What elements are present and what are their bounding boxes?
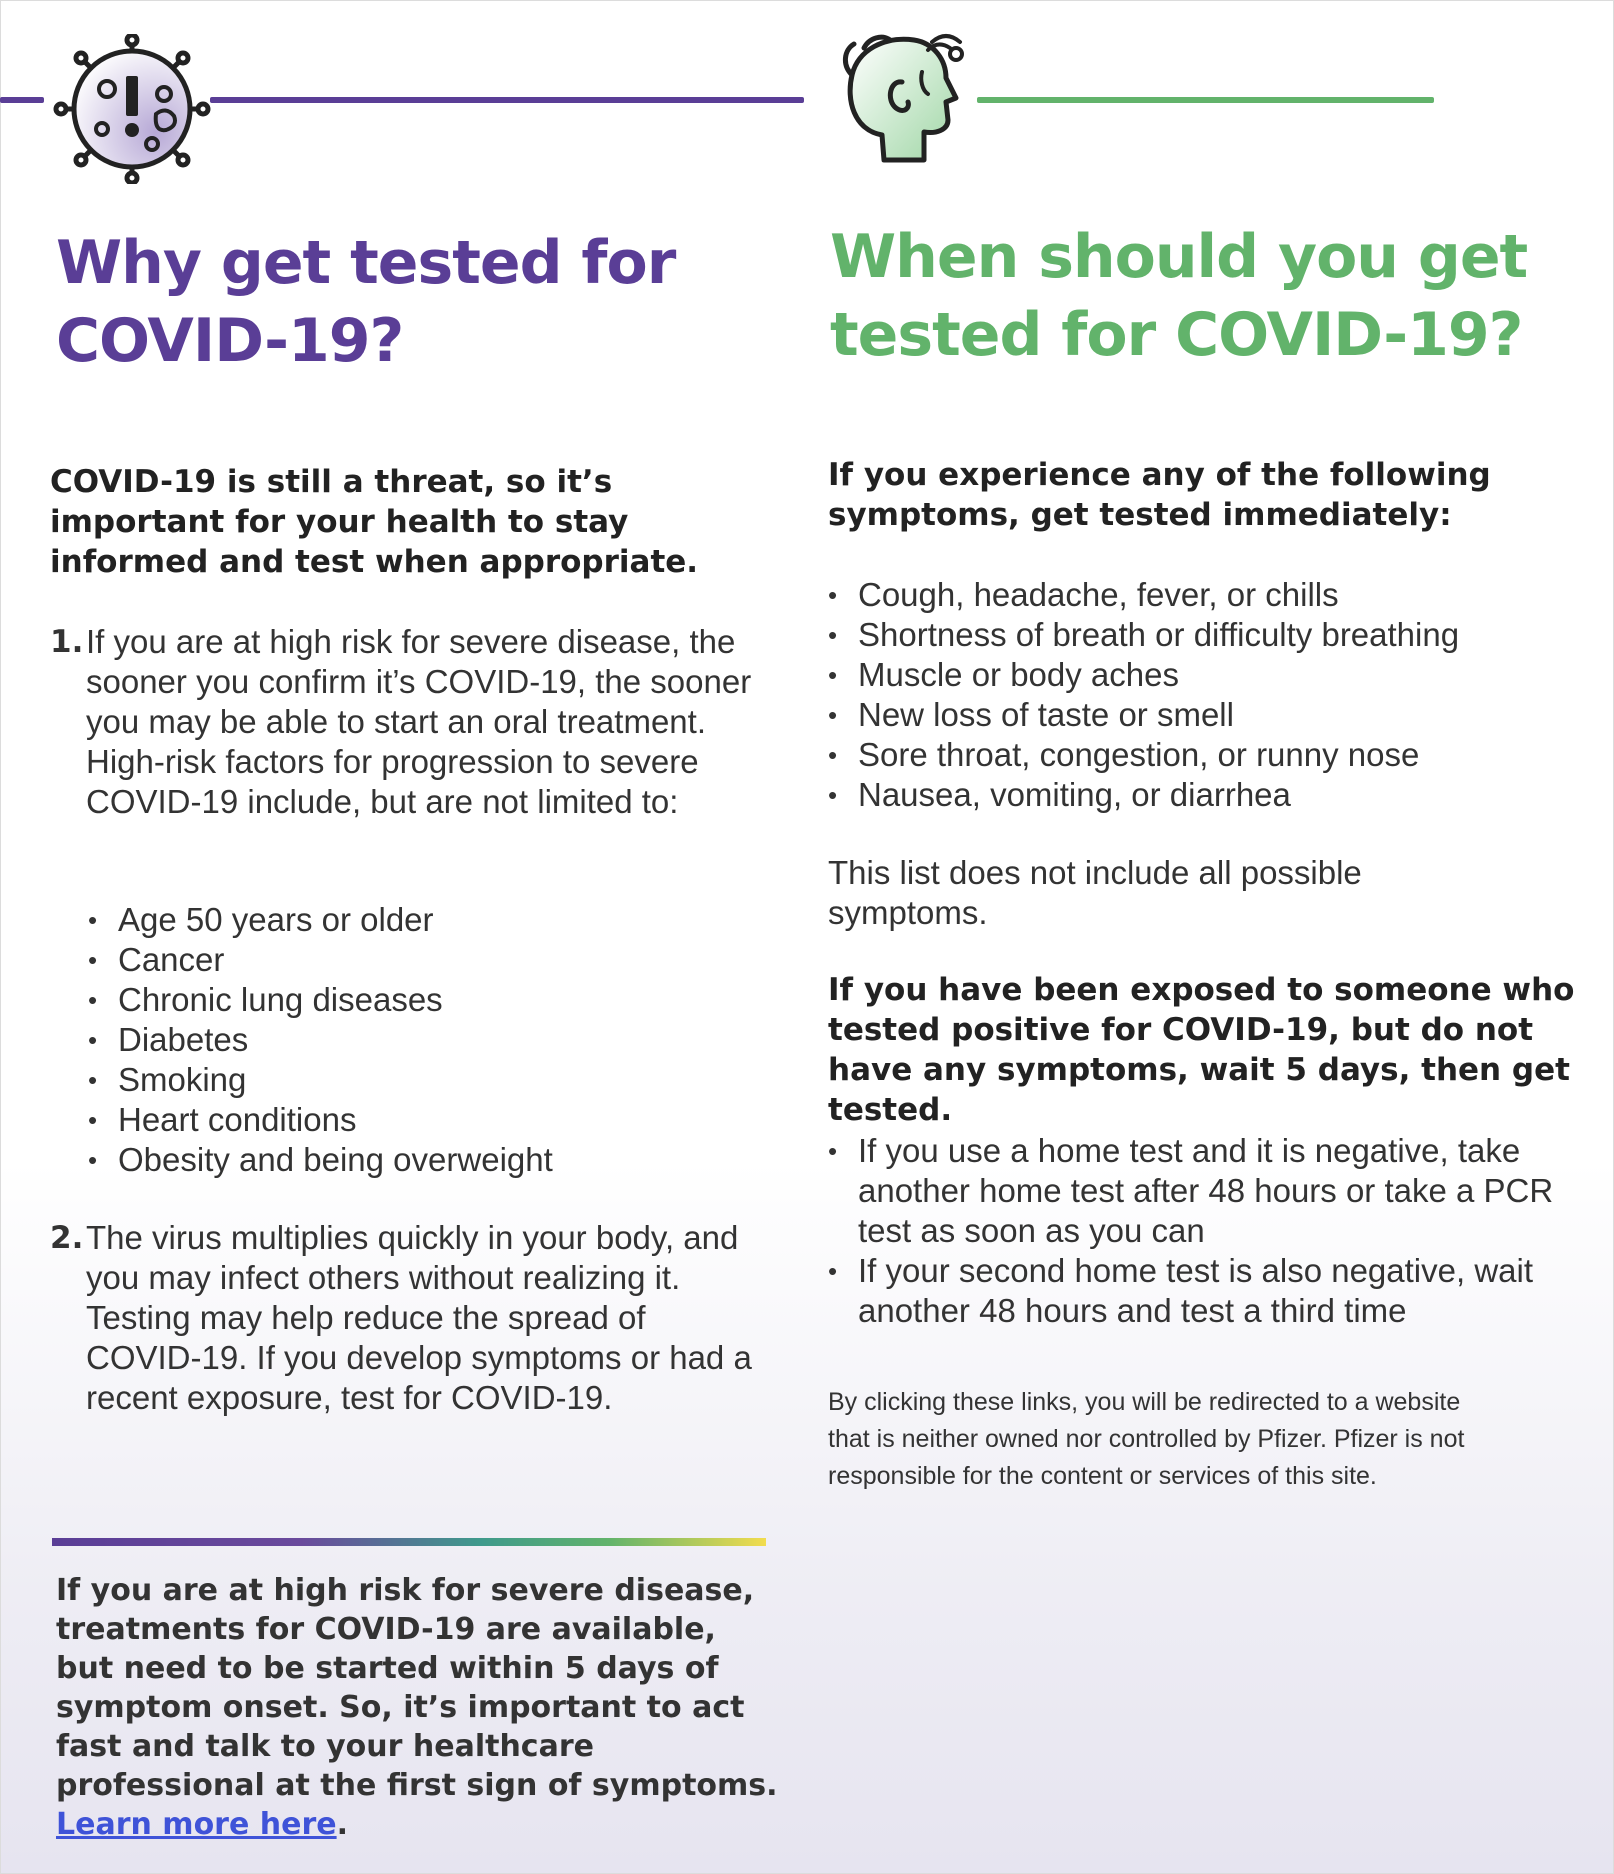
exposure-steps-list — [828, 1131, 1608, 1331]
learn-more-link[interactable]: Learn more here — [56, 1807, 337, 1842]
list-item: • Obesity and being overweight — [88, 1140, 728, 1180]
list-item: • New loss of taste or smell — [828, 695, 1608, 735]
callout-text: If you are at high risk for severe disease, treatments for COVID-19 are available, but need to be started within 5 days of symptom onset. So, it’s important to act fast and talk to your healthcare professional at the first sign of symptoms. — [56, 1573, 778, 1803]
list-item: • Diabetes — [88, 1020, 728, 1060]
reason-item-1 — [50, 622, 770, 822]
list-item: • Sore throat, congestion, or runny nose — [828, 735, 1608, 775]
reason-number: 1. — [50, 624, 84, 660]
why-tested-lead: COVID-19 is still a threat, so it’s important for your health to stay informed and test when appropriate. — [50, 464, 699, 580]
symptoms-lead: If you experience any of the following symptoms, get tested immediately: — [828, 457, 1491, 533]
head-symptom-icon — [824, 20, 974, 170]
header-divider-left — [210, 97, 804, 103]
exposure-lead: If you have been exposed to someone who tested positive for COVID-19, but do not have any symptoms, wait 5 days, then get tested. — [828, 972, 1575, 1128]
list-item: • Heart conditions — [88, 1100, 728, 1140]
list-item: • Muscle or body aches — [828, 655, 1608, 695]
external-link-disclaimer: By clicking these links, you will be redirected to a website that is neither owned nor controlled by Pfizer. Pfizer is not responsible for the content or services of this site. — [828, 1388, 1465, 1490]
symptom-list-note: This list does not include all possible symptoms. — [828, 854, 1362, 931]
risk-factor-list — [88, 900, 728, 1180]
list-item: • Shortness of breath or difficulty breathing — [828, 615, 1608, 655]
treatment-callout — [56, 1571, 778, 1844]
list-item: • If you use a home test and it is negative, take another home test after 48 hours or take a PCR test as soon as you can — [828, 1131, 1608, 1251]
list-item: • Nausea, vomiting, or diarrhea — [828, 775, 1608, 815]
callout-gradient-divider — [52, 1538, 766, 1546]
symptom-list — [828, 575, 1608, 815]
header-divider-left-short — [0, 97, 44, 103]
header-divider-right — [977, 97, 1434, 103]
list-item: • Cancer — [88, 940, 728, 980]
list-item: • Chronic lung diseases — [88, 980, 728, 1020]
reason-text: The virus multiplies quickly in your body, and you may infect others without realizing it. Testing may help reduce the spread of COVID-19. If you develop symptoms or had a recent exposure, test for COVID-19. — [86, 1219, 752, 1416]
when-tested-title: When should you get tested for COVID-19? — [830, 222, 1528, 370]
list-item: • Cough, headache, fever, or chills — [828, 575, 1608, 615]
reason-number: 2. — [50, 1220, 84, 1256]
list-item: • Smoking — [88, 1060, 728, 1100]
list-item: • Age 50 years or older — [88, 900, 728, 940]
callout-period: . — [336, 1807, 349, 1842]
why-tested-title: Why get tested for COVID-19? — [56, 228, 676, 376]
reason-item-2 — [50, 1218, 770, 1418]
virus-alert-icon — [52, 34, 212, 184]
list-item: • If your second home test is also negative, wait another 48 hours and test a third time — [828, 1251, 1608, 1331]
reason-text: If you are at high risk for severe disease, the sooner you confirm it’s COVID-19, the sooner you may be able to start an oral treatment. High-risk factors for progression to severe COVID-19 include, but are not limited to: — [86, 623, 752, 820]
